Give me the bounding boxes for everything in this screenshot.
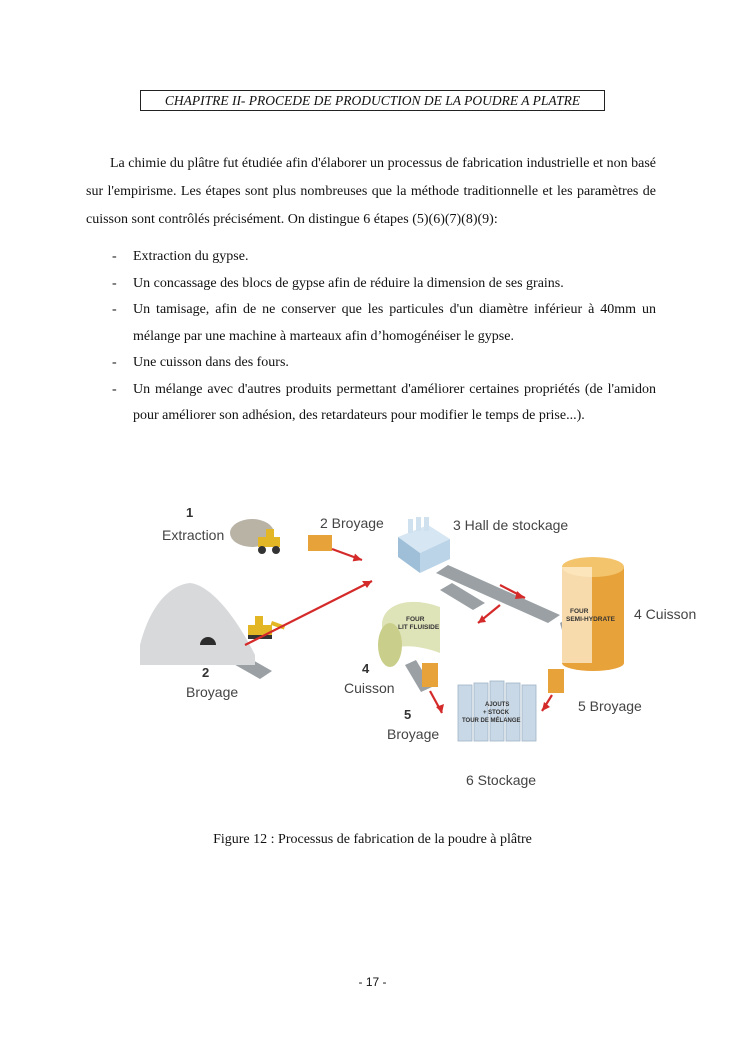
- label-5-num-left: 5: [404, 707, 412, 722]
- label-2-num-left: 2: [202, 665, 210, 680]
- four-semi-label-1: FOUR: [570, 608, 589, 615]
- bullet-dash: -: [112, 302, 117, 317]
- page-number: - 17 -: [358, 975, 387, 989]
- label-hall: 3 Hall de stockage: [453, 517, 569, 533]
- label-broyage-5-left: Broyage: [387, 726, 440, 742]
- figure-caption: Figure 12 : Processus de fabrication de la poudre à plâtre: [213, 832, 532, 847]
- label-broyage-top: 2 Broyage: [320, 515, 384, 531]
- list-item: [86, 377, 656, 430]
- step-text: Un tamisage, afin de ne conserver que les particules d'un diamètre inférieur à 40mm un mélange par une machine à marteaux afin d’homogénéiser le gypse.: [133, 302, 656, 344]
- step-text: Un mélange avec d'autres produits permettant d'améliorer certaines propriétés (de l'amidon pour améliorer son adhésion, des retardateurs pour modifier le temps de prise...).: [133, 381, 656, 423]
- label-broyage-left: Broyage: [186, 684, 239, 700]
- storage-hall-icon: [398, 517, 450, 573]
- gypsum-heap: [140, 583, 255, 665]
- four-lit-label-1: FOUR: [406, 616, 425, 623]
- chapter-title: CHAPITRE II- PROCEDE DE PRODUCTION DE LA POUDRE A PLATRE: [140, 90, 605, 111]
- four-semi-label-2: SEMI-HYDRATE: [566, 616, 615, 623]
- label-cuisson-left: Cuisson: [344, 680, 395, 696]
- list-item: [86, 271, 656, 298]
- step-text: Une cuisson dans des fours.: [133, 355, 289, 370]
- label-stockage: 6 Stockage: [466, 772, 537, 788]
- process-diagram: [140, 495, 700, 805]
- label-extraction: Extraction: [162, 527, 225, 543]
- bullet-dash: -: [112, 249, 117, 264]
- step-text: Un concassage des blocs de gypse afin de réduire la dimension de ses grains.: [133, 275, 564, 291]
- ajouts-label-1: AJOUTS: [485, 702, 510, 708]
- intro-paragraph: La chimie du plâtre fut étudiée afin d'élaborer un processus de fabrication industrielle et non basé sur l'empirisme. Les étapes sont plus nombreuses que la méthode traditionnelle et les paramètres de cuisson sont contrôlés précisément. On distingue 6 étapes (5)(6)(7)(8)(9):: [86, 156, 656, 227]
- ajouts-label-3: TOUR DE MÉLANGE: [462, 718, 521, 724]
- four-lit-label-2: LIT FLUISIDE: [398, 624, 440, 631]
- list-item: [86, 244, 656, 271]
- label-4-num-left: 4: [362, 661, 370, 676]
- list-item: [86, 350, 656, 377]
- step-text: Extraction du gypse.: [133, 249, 249, 264]
- steps-list: [86, 244, 656, 430]
- label-1-num: 1: [186, 505, 194, 520]
- label-cuisson-right: 4 Cuisson: [634, 606, 697, 622]
- bullet-dash: -: [112, 381, 117, 397]
- bullet-dash: -: [112, 355, 117, 370]
- list-item: [86, 297, 656, 350]
- label-broyage-5-right: 5 Broyage: [578, 698, 642, 714]
- ajouts-label-2: + STOCK: [483, 710, 510, 716]
- fluidized-bed-oven-icon: [378, 602, 440, 667]
- bullet-dash: -: [112, 275, 117, 291]
